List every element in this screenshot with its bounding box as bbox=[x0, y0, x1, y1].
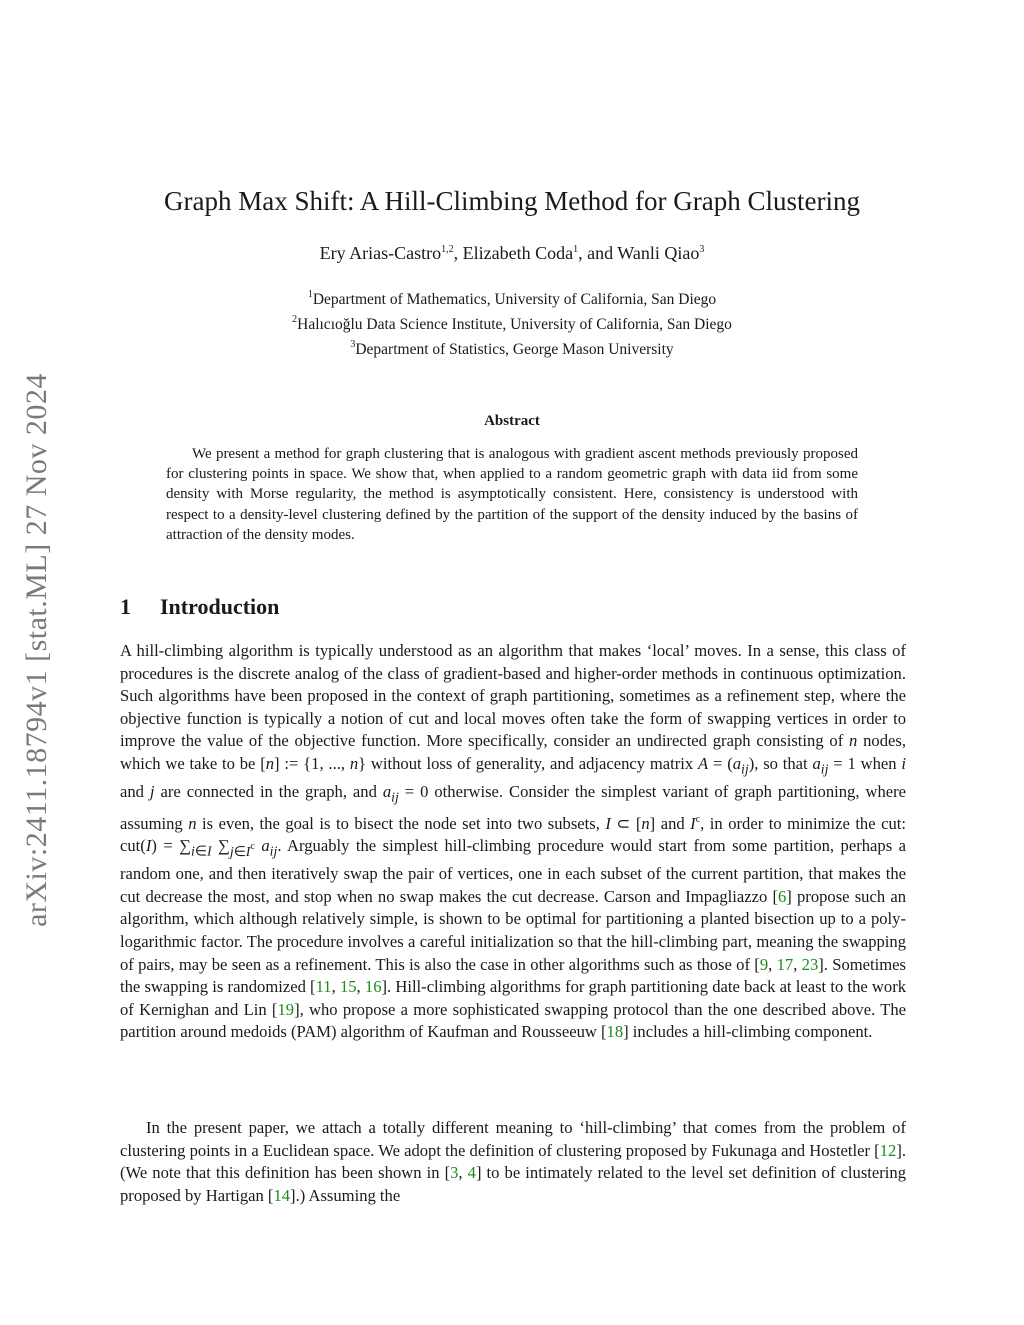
arxiv-id: arXiv:2411.18794v1 [stat.ML] 27 Nov 2024 bbox=[20, 373, 53, 927]
abstract-heading: Abstract bbox=[484, 413, 540, 429]
citation-link[interactable]: 19 bbox=[277, 999, 295, 1019]
citation-link[interactable]: 15 bbox=[339, 977, 357, 997]
affiliations bbox=[0, 285, 1024, 360]
section-heading bbox=[120, 594, 279, 620]
author-name: Wanli Qiao bbox=[617, 243, 700, 263]
citation-link[interactable]: 9 bbox=[759, 954, 769, 974]
affiliation: $^3$Department of Statistics, George Mason University bbox=[350, 339, 674, 358]
citation-link[interactable]: 6 bbox=[778, 886, 787, 906]
citation-link[interactable]: 12 bbox=[879, 1140, 897, 1160]
author-affil-mark: 1,2 bbox=[441, 244, 454, 255]
citation-link[interactable]: 4 bbox=[467, 1163, 476, 1183]
author-name: Ery Arias-Castro bbox=[319, 243, 442, 263]
citation-link[interactable]: 23 bbox=[801, 954, 819, 974]
citation-link[interactable]: 11 bbox=[315, 977, 332, 997]
arxiv-sidebar bbox=[12, 340, 62, 960]
abstract-text: We present a method for graph clustering that is analogous with gradient ascent methods previously proposed for clustering points in space. We show that, when applied to a random geometric graph with data iid from some density with Morse regularity, the method is asymptotically consistent. Here, consistency is understood with respect to a density-level clustering defined by the partition of the support of the density induced by the basins of attraction of the density modes. bbox=[166, 446, 858, 543]
author-affil-mark: 3 bbox=[699, 244, 705, 255]
citation-link[interactable]: 3 bbox=[450, 1163, 459, 1183]
citation-link[interactable]: 18 bbox=[606, 1022, 624, 1042]
section-title: Introduction bbox=[160, 594, 280, 619]
author-affil-mark: 1 bbox=[573, 244, 579, 255]
citation-link[interactable]: 14 bbox=[273, 1185, 291, 1205]
section-number: 1 bbox=[120, 594, 131, 619]
author-name: Elizabeth Coda bbox=[462, 243, 574, 263]
paper-title: Graph Max Shift: A Hill-Climbing Method for Graph Clustering bbox=[164, 186, 860, 216]
author-list: Ery Arias-Castro$^{1,2}$, Elizabeth Coda$^1$, and Wanli Qiao$^3$ bbox=[319, 243, 705, 263]
affiliation: $^2$Halıcıoğlu Data Science Institute, University of California, San Diego bbox=[292, 314, 732, 333]
intro-paragraph-2: In the present paper, we attach a totally different meaning to ‘hill-climbing’ that comes from the problem of clustering points in a Euclidean space. We adopt the definition of clustering proposed by Fukunaga and Hostetler [12]. (We note that this definition has been shown in [3, 4] to be intimately related to the level set definition of clustering proposed by Hartigan [14].) Assuming the bbox=[120, 1118, 907, 1205]
citation-link[interactable]: 16 bbox=[364, 977, 382, 997]
citation-link[interactable]: 17 bbox=[776, 954, 794, 974]
intro-paragraph-1: A hill-climbing algorithm is typically understood as an algorithm that makes ‘local’ moves. In a sense, this class of procedures is the discrete analog of the class of gradient-based and higher-order methods in continuous optimization. Such algorithms have been proposed in the context of graph partitioning, sometimes as a refinement step, where the objective function is typically a notion of cut and local moves often take the form of swapping vertices in order to improve the value of the objective function. More specifically, consider an undirected graph consisting of n nodes, which we take to be [n] := {1, ..., n} without loss of generality, and adjacency matrix $A = (a_{ij})$, so that $a_{ij} = 1$ when i and j are connected in the graph, and $a_{ij} = 0$ otherwise. Consider the simplest variant of graph partitioning, where assuming n is even, the goal is to bisect the node set into two subsets, I ⊂ [n] and $I^c$, in order to minimize the cut: $cut(I) = \sum_{i\in I}$ $\sum_{j\in I^c}$ $a_{ij}$. Arguably the simplest hill-climbing procedure would start from some partition, perhaps a random one, and then iteratively swap the pair of vertices, one in each subset of the current partition, that makes the cut decrease the most, and stop when no swap makes the cut decrease. Carson and Impagliazzo [6] propose such an algorithm, which although relatively simple, is shown to be optimal for partitioning a planted bisection up to a poly-logarithmic factor. The procedure involves a careful initialization so that the hill-climbing part, meaning the swapping of pairs, may be seen as a refinement. This is also the case in other algorithms such as those of [9, 17, 23]. Sometimes the swapping is randomized [11, 15, 16]. Hill-climbing algorithms for graph partitioning date back at least to the work of Kernighan and Lin [19], who propose a more sophisticated swapping protocol than the one described above. The partition around medoids (PAM) algorithm of Kaufman and Rousseeuw [18] includes a hill-climbing component. bbox=[120, 641, 907, 1042]
affiliation: $^1$Department of Mathematics, University of California, San Diego bbox=[307, 289, 717, 308]
